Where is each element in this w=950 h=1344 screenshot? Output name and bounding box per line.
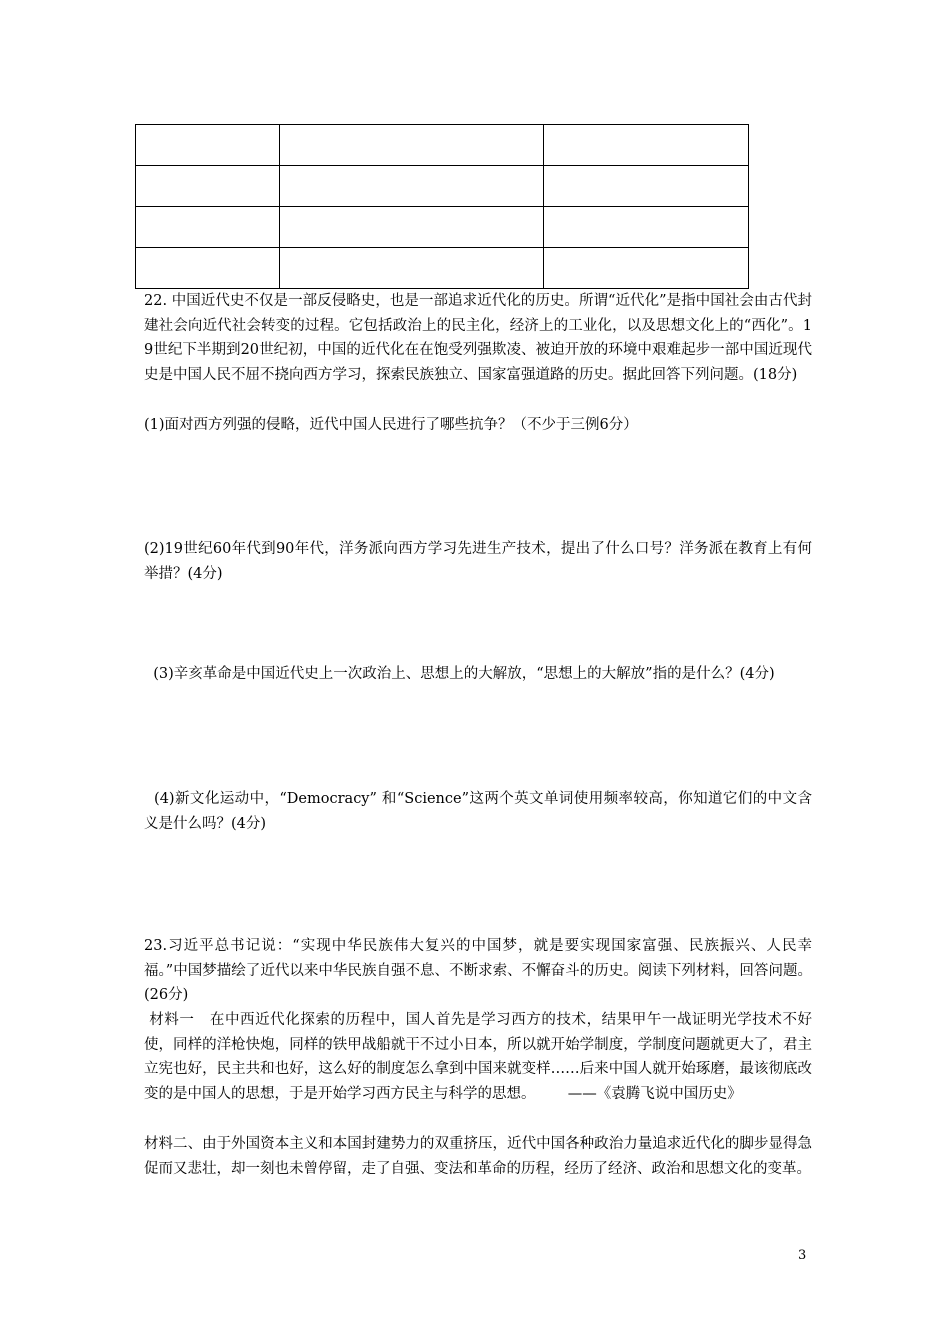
table-cell <box>280 207 544 248</box>
table-cell <box>280 166 544 207</box>
question-22-part-3: (3)辛亥革命是中国近代史上一次政治上、思想上的大解放，“思想上的大解放”指的是什么？(4分) <box>144 666 775 682</box>
question-23-intro: 23.习近平总书记说：“实现中华民族伟大复兴的中国梦，就是要实现国家富强、民族振兴、人民幸福。”中国梦描绘了近代以来中华民族自强不息、不断求索、不懈奋斗的历史。阅读下列材料，回答问题。 (26分) <box>144 938 817 1003</box>
question-22-intro: 22. 中国近代史不仅是一部反侵略史，也是一部追求近代化的历史。所谓“近代化”是指中国社会由古代封建社会向近代社会转变的过程。它包括政治上的民主化，经济上的工业化，以及思想文化上的“西化”。19世纪下半期到20世纪初，中国的近代化在在饱受列强欺凌、被迫开放的环境中艰难起步一部中国近现代史是中国人民不屈不挠向西方学习，探索民族独立、国家富强道路的历史。据此回答下列问题。(18分) <box>144 293 812 383</box>
table-row <box>136 248 749 289</box>
question-22-part-1: (1)面对西方列强的侵略，近代中国人民进行了哪些抗争？（不少于三例6分） <box>144 417 638 433</box>
table-cell <box>136 166 280 207</box>
table-cell <box>280 248 544 289</box>
table-cell <box>136 207 280 248</box>
table-cell <box>280 125 544 166</box>
table-row <box>136 125 749 166</box>
question-22-part-2: (2)19世纪60年代到90年代，洋务派向西方学习先进生产技术，提出了什么口号？洋务派在教育上有何举措？(4分) <box>144 541 812 582</box>
page-number: 3 <box>798 1248 807 1263</box>
question-23-material-1: 材料一 在中西近代化探索的历程中，国人首先是学习西方的技术，结果甲午一战证明光学技术不好使，同样的洋枪快炮，同样的铁甲战船就干不过小日本，所以就开始学制度，学制度问题就更大了，君主立宪也好，民主共和也好，这么好的制度怎么拿到中国来就变样……后来中国人就开始琢磨，最该彻底改变的是中国人的思想，于是开始学习西方民主与科学的思想。 ——《袁腾飞说中国历史》 <box>144 1012 813 1102</box>
table-cell <box>544 248 749 289</box>
table-cell <box>544 166 749 207</box>
table-cell <box>544 125 749 166</box>
question-23-material-2: 材料二、由于外国资本主义和本国封建势力的双重挤压，近代中国各种政治力量追求近代化的脚步显得急促而又悲壮，却一刻也未曾停留，走了自强、变法和革命的历程，经历了经济、政治和思想文化的变革。 <box>144 1136 812 1177</box>
question-22-part-4: (4)新文化运动中，“Democracy” 和“Science”这两个英文单词使用频率较高，你知道它们的中文含义是什么吗？(4分) <box>144 791 812 832</box>
table-cell <box>136 248 280 289</box>
table-cell <box>136 125 280 166</box>
table-row <box>136 166 749 207</box>
table-cell <box>544 207 749 248</box>
answer-table <box>135 124 749 289</box>
table-row <box>136 207 749 248</box>
